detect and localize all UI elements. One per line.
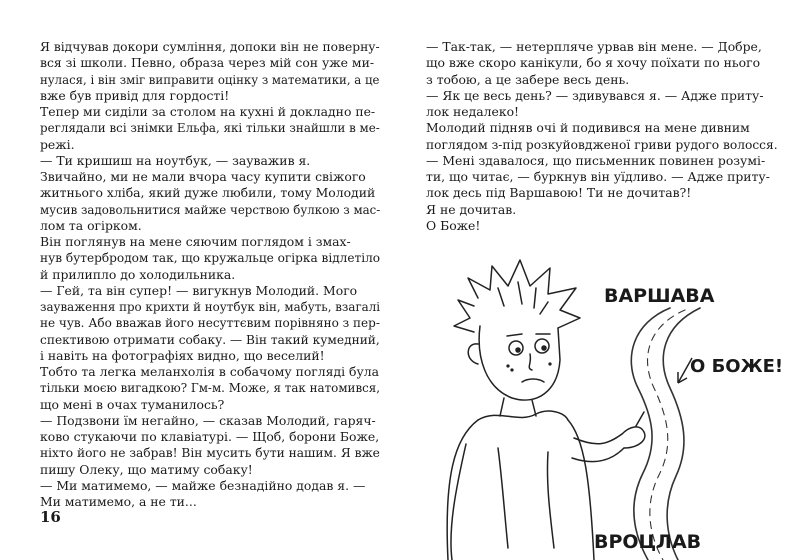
text-line: Молодий підняв очі й подивився на мене дивним bbox=[426, 120, 750, 136]
text-line: тільки моєю вигадкою? Гм-м. Може, я так натомився, bbox=[40, 380, 381, 396]
text-line: реглядали всі знімки Ельфа, які тільки знайшли в ме- bbox=[40, 120, 380, 136]
text-line: житнього хліба, який дуже любили, тому Молодий bbox=[40, 185, 376, 201]
text-line: Тобто та легка меланхолія в собачому погляді була bbox=[40, 364, 380, 379]
text-line: що вже скоро канікули, бо я хочу поїхати по нього bbox=[426, 55, 761, 71]
label-oh-god: О БОЖЕ! bbox=[690, 356, 784, 377]
text-line: зауваження про крихти й ноутбук він, мабуть, взагалі bbox=[40, 299, 381, 314]
text-line: нулася, і він зміг виправити оцінку з математики, а це bbox=[40, 71, 380, 87]
text-line: пишу Олеку, що матиму собаку! bbox=[40, 461, 253, 477]
text-line: й прилипло до холодильника. bbox=[40, 266, 236, 282]
text-line: — Як це весь день? — здивувався я. — Адже приту- bbox=[426, 87, 764, 103]
text-line: ніхто його не забрав! Він мусить бути нашим. Я вже bbox=[40, 445, 380, 461]
boy-illustration bbox=[408, 248, 800, 560]
text-line: — Мені здавалося, що письменник повинен розумі- bbox=[426, 152, 766, 168]
label-warsaw: ВАРШАВА bbox=[604, 285, 715, 307]
text-line: — Гей, та він супер! — вигукнув Молодий. Мого bbox=[40, 282, 358, 298]
text-line: Я не дочитав. bbox=[426, 201, 517, 217]
text-line: поглядом з-під розкуйовдженої гриви рудого волосся. bbox=[426, 136, 778, 152]
text-line: — Так-так, — нетерпляче урвав він мене. — Добре, bbox=[426, 39, 762, 54]
text-line: ково стукаючи по клавіатурі. — Щоб, борони Боже, bbox=[40, 429, 380, 444]
text-line: вже був привід для гордості! bbox=[40, 87, 230, 103]
text-line: — Ми матимемо, — майже безнадійно додав я. — bbox=[40, 477, 366, 493]
text-line: вся зі школи. Певно, образа через мій сон уже ми- bbox=[40, 55, 375, 71]
page-number: 16 bbox=[40, 508, 61, 526]
text-line: спективою отримати собаку. — Він такий кумедний, bbox=[40, 331, 380, 347]
text-line: що мені в очах туманилось? bbox=[40, 396, 225, 412]
label-wroclaw: ВРОЦЛАВ bbox=[594, 531, 702, 553]
text-line: з тобою, а це забере весь день. bbox=[426, 71, 630, 87]
text-line: Звичайно, ми не мали вчора часу купити свіжого bbox=[40, 169, 366, 184]
text-line: Я відчував докори сумління, допоки він не поверну- bbox=[40, 39, 380, 54]
text-line: режі. bbox=[40, 136, 75, 152]
text-line: не чув. Або вважав його несуттєвим порівняно з пер- bbox=[40, 315, 380, 331]
text-line: нув бутербродом так, що кружальце огірка відлетіло bbox=[40, 250, 381, 266]
text-line: ти, що читає, — буркнув він уїдливо. — Адже приту- bbox=[426, 169, 770, 184]
text-line: лок недалеко! bbox=[426, 104, 520, 119]
text-line: лом та огірком. bbox=[40, 217, 142, 233]
text-line: Він поглянув на мене сяючим поглядом і змах- bbox=[40, 234, 351, 249]
text-line: — Ти кришиш на ноутбук, — зауважив я. bbox=[40, 152, 311, 168]
text-line: Ми матимемо, а не ти... bbox=[40, 494, 197, 509]
text-line: Тепер ми сиділи за столом на кухні й докладно пе- bbox=[40, 104, 376, 119]
text-line: і навіть на фотографіях видно, що веселий! bbox=[40, 347, 325, 363]
text-line: лок десь під Варшавою! Ти не дочитав?! bbox=[426, 185, 692, 201]
text-line: мусив задовольнитися майже черствою булкою з мас- bbox=[40, 201, 381, 217]
text-line: — Подзвони їм негайно, — сказав Молодий, гаряч- bbox=[40, 412, 376, 428]
text-line: О Боже! bbox=[426, 217, 481, 233]
road-drawing bbox=[631, 308, 700, 560]
